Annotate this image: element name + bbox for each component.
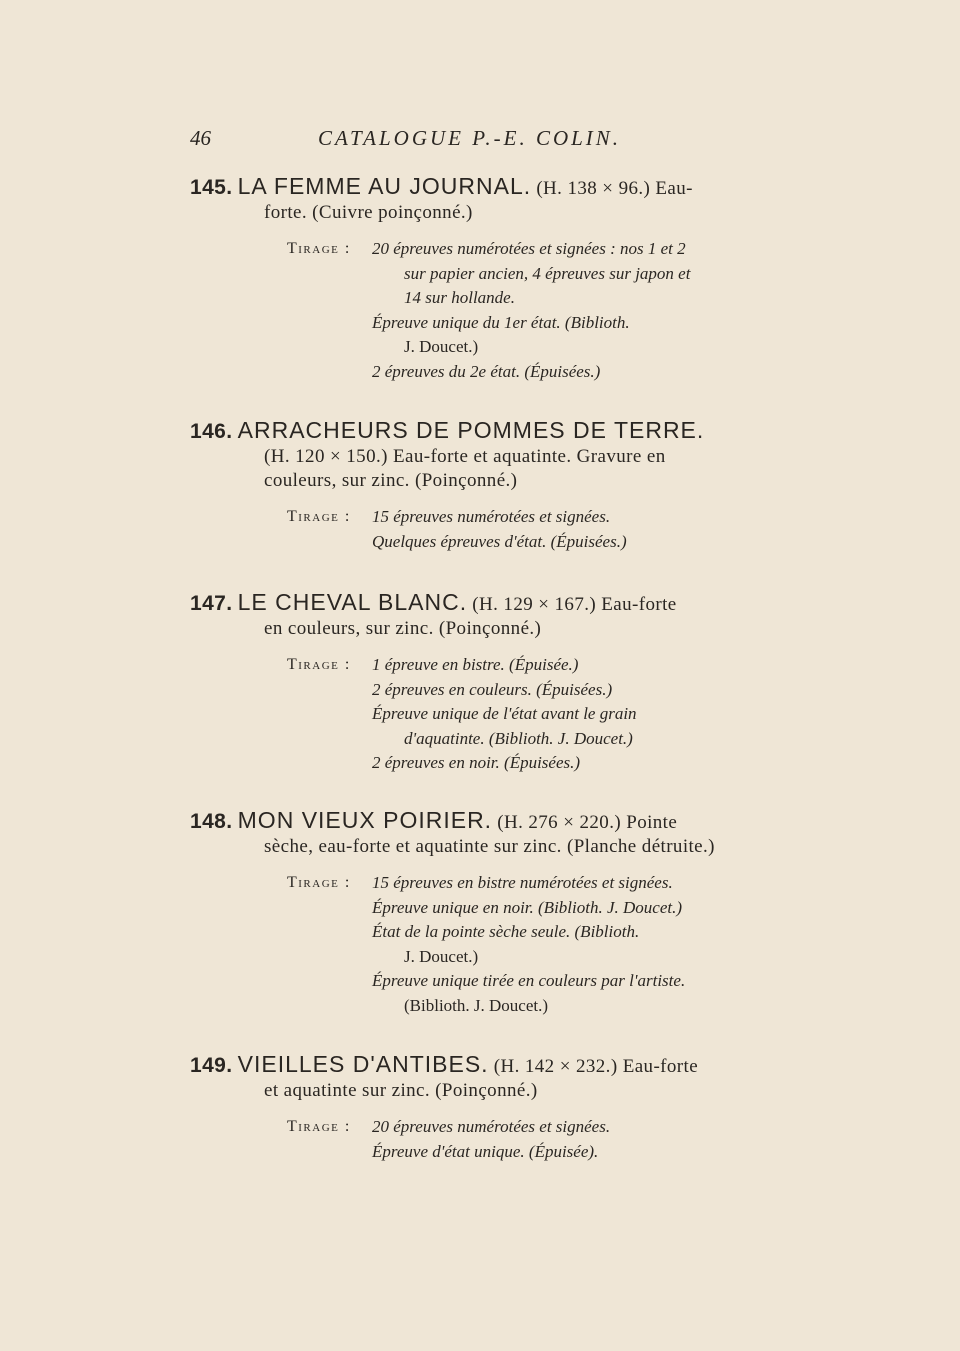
tirage-line: 1 épreuve en bistre. (Épuisée.) [372,655,579,674]
entry-number: 146. [190,420,233,443]
entry-number: 145. [190,176,233,199]
tirage-label: Tirage : [287,508,351,525]
catalogue-entry [190,418,775,554]
entry-dimensions: (H. 276 × 220.) Pointe [497,812,678,833]
tirage-label: Tirage : [287,874,351,891]
tirage-line: d'aquatinte. (Biblioth. J. Doucet.) [404,728,633,748]
entry-description: sèche, eau-forte et aquatinte sur zinc. (Planche détruite.) [264,836,715,857]
tirage-line: 14 sur hollande. [404,288,515,307]
entry-description: (H. 120 × 150.) Eau-forte et aquatinte. Gravure en [264,446,666,467]
entry-title: VIEILLES D'ANTIBES. [237,1051,489,1077]
tirage-line: Quelques épreuves d'état. (Épuisées.) [372,531,627,551]
tirage-label: Tirage : [287,656,351,673]
tirage-line: 15 épreuves numérotées et signées. [372,507,611,526]
entry-heading [190,174,775,225]
tirage-line: 2 épreuves en couleurs. (Épuisées.) [372,679,613,699]
entry-heading [190,590,775,641]
entry-heading [190,1052,775,1103]
tirage-line: 2 épreuves du 2e état. (Épuisées.) [372,361,601,381]
tirage-line: 2 épreuves en noir. (Épuisées.) [372,753,581,772]
running-head [190,126,790,156]
catalogue-entry [190,1052,775,1164]
tirage-line: Épreuve unique du 1er état. (Biblioth. [372,312,630,332]
catalogue-entry [190,174,775,384]
tirage-block [190,653,775,776]
entry-title: LE CHEVAL BLANC. [237,589,468,615]
tirage-line: 15 épreuves en bistre numérotées et signées. [372,873,673,892]
entry-title: LA FEMME AU JOURNAL. [237,173,532,199]
entry-number: 149. [190,1054,233,1077]
entry-dimensions: (H. 129 × 167.) Eau-forte [472,594,677,615]
entry-heading [190,418,775,493]
tirage-line: J. Doucet.) [404,946,479,966]
tirage-line: État de la pointe sèche seule. (Biblioth. [372,922,640,941]
tirage-line: Épreuve unique tirée en couleurs par l'artiste. [372,971,686,990]
entry-description: en couleurs, sur zinc. (Poinçonné.) [264,618,542,639]
entry-heading [190,808,775,859]
tirage-line: 20 épreuves numérotées et signées : nos 1 et 2 [372,239,686,258]
tirage-label: Tirage : [287,240,351,257]
catalogue-title: CATALOGUE P.-E. COLIN. [318,126,622,150]
tirage-block [190,871,775,1018]
tirage-block [190,505,775,554]
tirage-line: J. Doucet.) [404,337,479,356]
entry-number: 147. [190,592,233,615]
tirage-line: Épreuve unique de l'état avant le grain [372,704,637,723]
entry-description: forte. (Cuivre poinçonné.) [264,202,473,223]
tirage-line: 20 épreuves numérotées et signées. [372,1117,611,1136]
entry-dimensions: (H. 138 × 96.) Eau- [536,178,693,199]
tirage-line: sur papier ancien, 4 épreuves sur japon et [404,263,691,283]
entry-title: MON VIEUX POIRIER. [237,807,493,833]
tirage-block [190,237,775,384]
tirage-label: Tirage : [287,1118,351,1135]
tirage-line: Épreuve unique en noir. (Biblioth. J. Doucet.) [372,897,683,917]
tirage-line: Épreuve d'état unique. (Épuisée). [372,1141,599,1161]
entry-title: ARRACHEURS DE POMMES DE TERRE. [237,417,705,443]
catalogue-entry [190,808,775,1018]
entry-description: couleurs, sur zinc. (Poinçonné.) [264,470,518,491]
entry-dimensions: (H. 142 × 232.) Eau-forte [493,1056,699,1077]
entry-description: et aquatinte sur zinc. (Poinçonné.) [264,1080,538,1101]
page-number: 46 [190,126,211,150]
entry-number: 148. [190,810,233,833]
tirage-block [190,1115,775,1164]
catalogue-entry [190,590,775,776]
tirage-line: (Biblioth. J. Doucet.) [404,995,549,1015]
